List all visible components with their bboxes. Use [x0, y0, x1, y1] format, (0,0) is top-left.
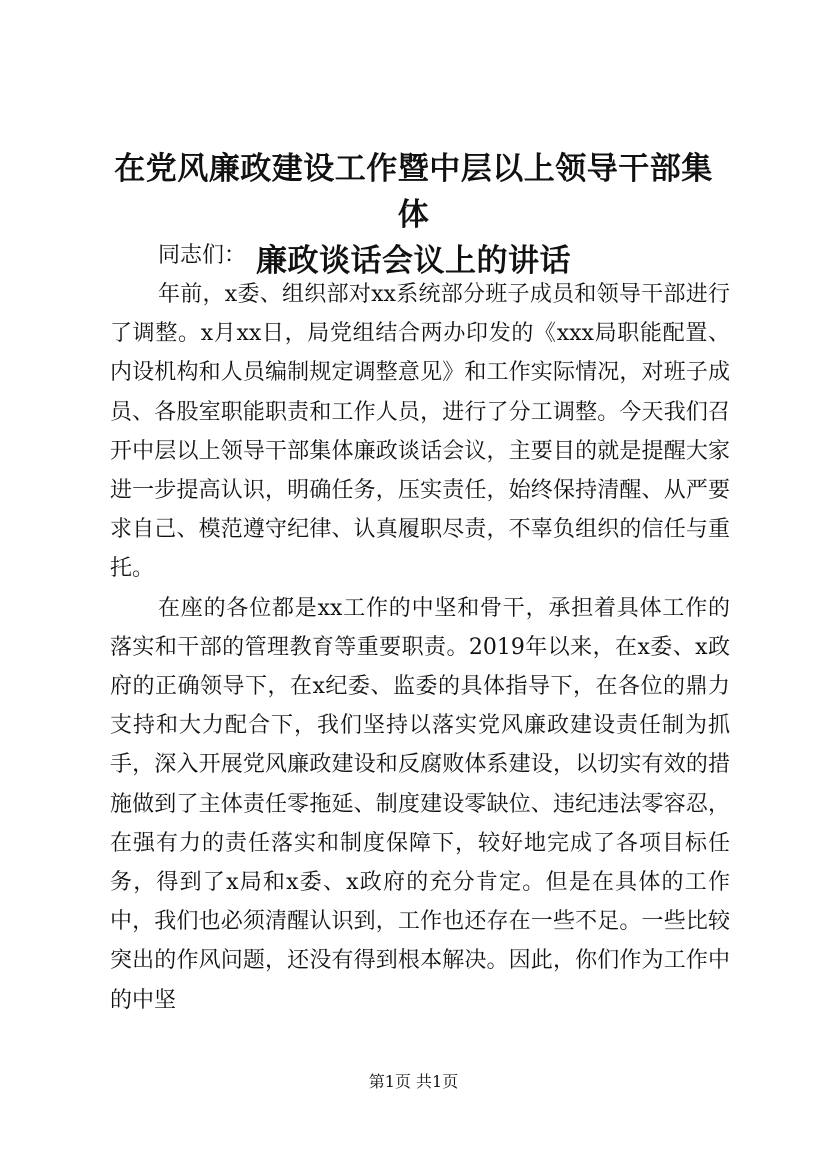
- document-body: [110, 236, 730, 1020]
- paragraph-2: 在座的各位都是xx工作的中坚和骨干，承担着具体工作的落实和干部的管理教育等重要职责。2019年以来，在x委、x政府的正确领导下，在x纪委、监委的具体指导下，在各位的鼎力支持和大力配合下，我们坚持以落实党风廉政建设责任制为抓手，深入开展党风廉政建设和反腐败体系建设，以切实有效的措施做到了主体责任零拖延、制度建设零缺位、违纪违法零容忍，在强有力的责任落实和制度保障下，较好地完成了各项目标任务，得到了x局和x委、x政府的充分肯定。但是在具体的工作中，我们也必须清醒认识到，工作也还存在一些不足。一些比较突出的作风问题，还没有得到根本解决。因此，你们作为工作中的中坚: [110, 595, 730, 1013]
- title-line-2: 廉政谈话会议上的讲话: [256, 243, 571, 279]
- title-line-1: 在党风廉政建设工作暨中层以上领导干部集体: [114, 151, 713, 233]
- page-footer: 第1页 共1页: [368, 1072, 459, 1091]
- paragraph-1: 年前，x委、组织部对xx系统部分班子成员和领导干部进行了调整。x月xx日，局党组结合两办印发的《xxx局职能配置、内设机构和人员编制规定调整意见》和工作实际情况，对班子成员、各股室职能职责和工作人员，进行了分工调整。今天我们召开中层以上领导干部集体廉政谈话会议，主要目的就是提醒大家进一步提高认识，明确任务，压实责任，始终保持清醒、从严要求自己、模范遵守纪律、认真履职尽责，不辜负组织的信任与重托。: [110, 282, 730, 582]
- salutation: 同志们：: [158, 243, 247, 268]
